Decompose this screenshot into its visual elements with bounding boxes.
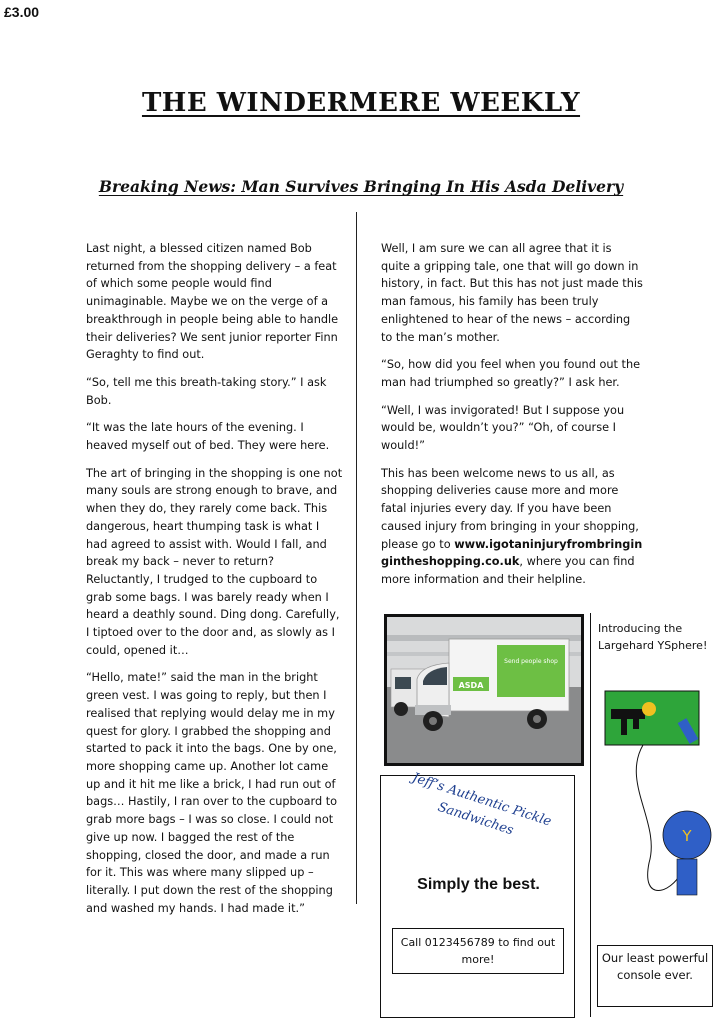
pickle-ad-call-box: Call 0123456789 to find out more!	[392, 928, 564, 974]
masthead-title: THE WINDERMERE WEEKLY	[141, 88, 581, 118]
console-ad-tagline: Our least powerful console ever.	[597, 945, 713, 1007]
article-paragraph: Last night, a blessed citizen named Bob returned from the shopping delivery – a feat of which some people would find unimaginable. Maybe we on the verge of a breakthrough in people being able to handle their deliveries? We sent junior reporter Finn Geraghty to find out.	[86, 242, 339, 362]
delivery-van-photo	[384, 614, 584, 766]
ysphere-base	[677, 859, 697, 895]
article-paragraph: “Hello, mate!” said the man in the bright green vest. I was going to reply, but then I realised that replying would delay me in my quest for glory. I grabbed the shopping and started to pack it into the bags. One by one, more shopping came up. Another lot came up and it hit me like a brick, I had run out of bags… Hastily, I ran over to the cupboard to grab more bags – I was so close. I could not give up now. I bagged the rest of the shopping, closed the door, and made a run for it. This was where many slipped up – literally. I put down the rest of the shopping and washed my hands. I had made it.”	[86, 671, 338, 915]
van-photo-image	[387, 617, 581, 763]
article-right-column	[381, 240, 643, 599]
ysphere-letter: Y	[682, 827, 692, 845]
headline-text: Breaking News: Man Survives Bringing In His Asda Delivery	[98, 177, 624, 196]
ysphere-console-illustration	[591, 673, 722, 943]
article-paragraph: The art of bringing in the shopping is one not many souls are strong enough to brave, and when they do, they rarely come back. This dangerous, heart thumping task is what I had agreed to assist with. Would I fall, and break my back – never to return? Reluctantly, I trudged to the cupboard to grab some bags. I was barely ready when I heard a deathly sound. Ding dong. Carefully, I tiptoed over to the door and, as slowly as I could, opened it…	[86, 466, 343, 657]
console-ad-intro: Introducing the Largehard YSphere!	[598, 622, 708, 652]
article-paragraph: “Well, I was invigorated! But I suppose you would be, wouldn’t you?” “Oh, of course I would!”	[381, 403, 625, 453]
console-ball	[642, 702, 656, 716]
column-divider	[356, 212, 357, 904]
pickle-sandwich-ad	[380, 770, 575, 1018]
injury-url-link[interactable]: www.igotaninjuryfrombringingintheshopping.co.uk	[381, 537, 643, 569]
article-paragraph: “So, how did you feel when you found out the man had triumphed so greatly?” I ask her.	[381, 358, 641, 389]
van-banner-text: Send people shop	[504, 658, 558, 665]
pickle-ad-tagline: Simply the best.	[417, 876, 540, 893]
article-paragraph: “It was the late hours of the evening. I heaved myself out of bed. They were here.	[86, 421, 330, 453]
masthead	[0, 88, 722, 118]
article-paragraph: Well, I am sure we can all agree that it is quite a gripping tale, one that will go down in history, in fact. But this has not just made this man famous, his family has been truly enlightened to hear of the news – according to the man’s mother.	[381, 242, 643, 344]
headline	[0, 177, 722, 196]
pickle-ad-title: Jeff’s Authentic Pickle Sandwiches	[410, 770, 554, 839]
article-paragraph-final	[381, 465, 643, 589]
van-asda-sign: ASDA	[458, 681, 484, 690]
article-paragraph: “So, tell me this breath-taking story.” I ask Bob.	[86, 375, 327, 407]
article-left-column	[86, 240, 344, 927]
console-ad	[590, 613, 722, 1017]
price-label: £3.00	[4, 4, 40, 20]
final-text-after: , where you can find more information and their helpline.	[381, 555, 635, 586]
final-text: This has been welcome news to us all, as shopping deliveries cause more and more fatal injuries every day. If you have been caused injury from bringing in your shopping, please go to	[381, 466, 639, 551]
